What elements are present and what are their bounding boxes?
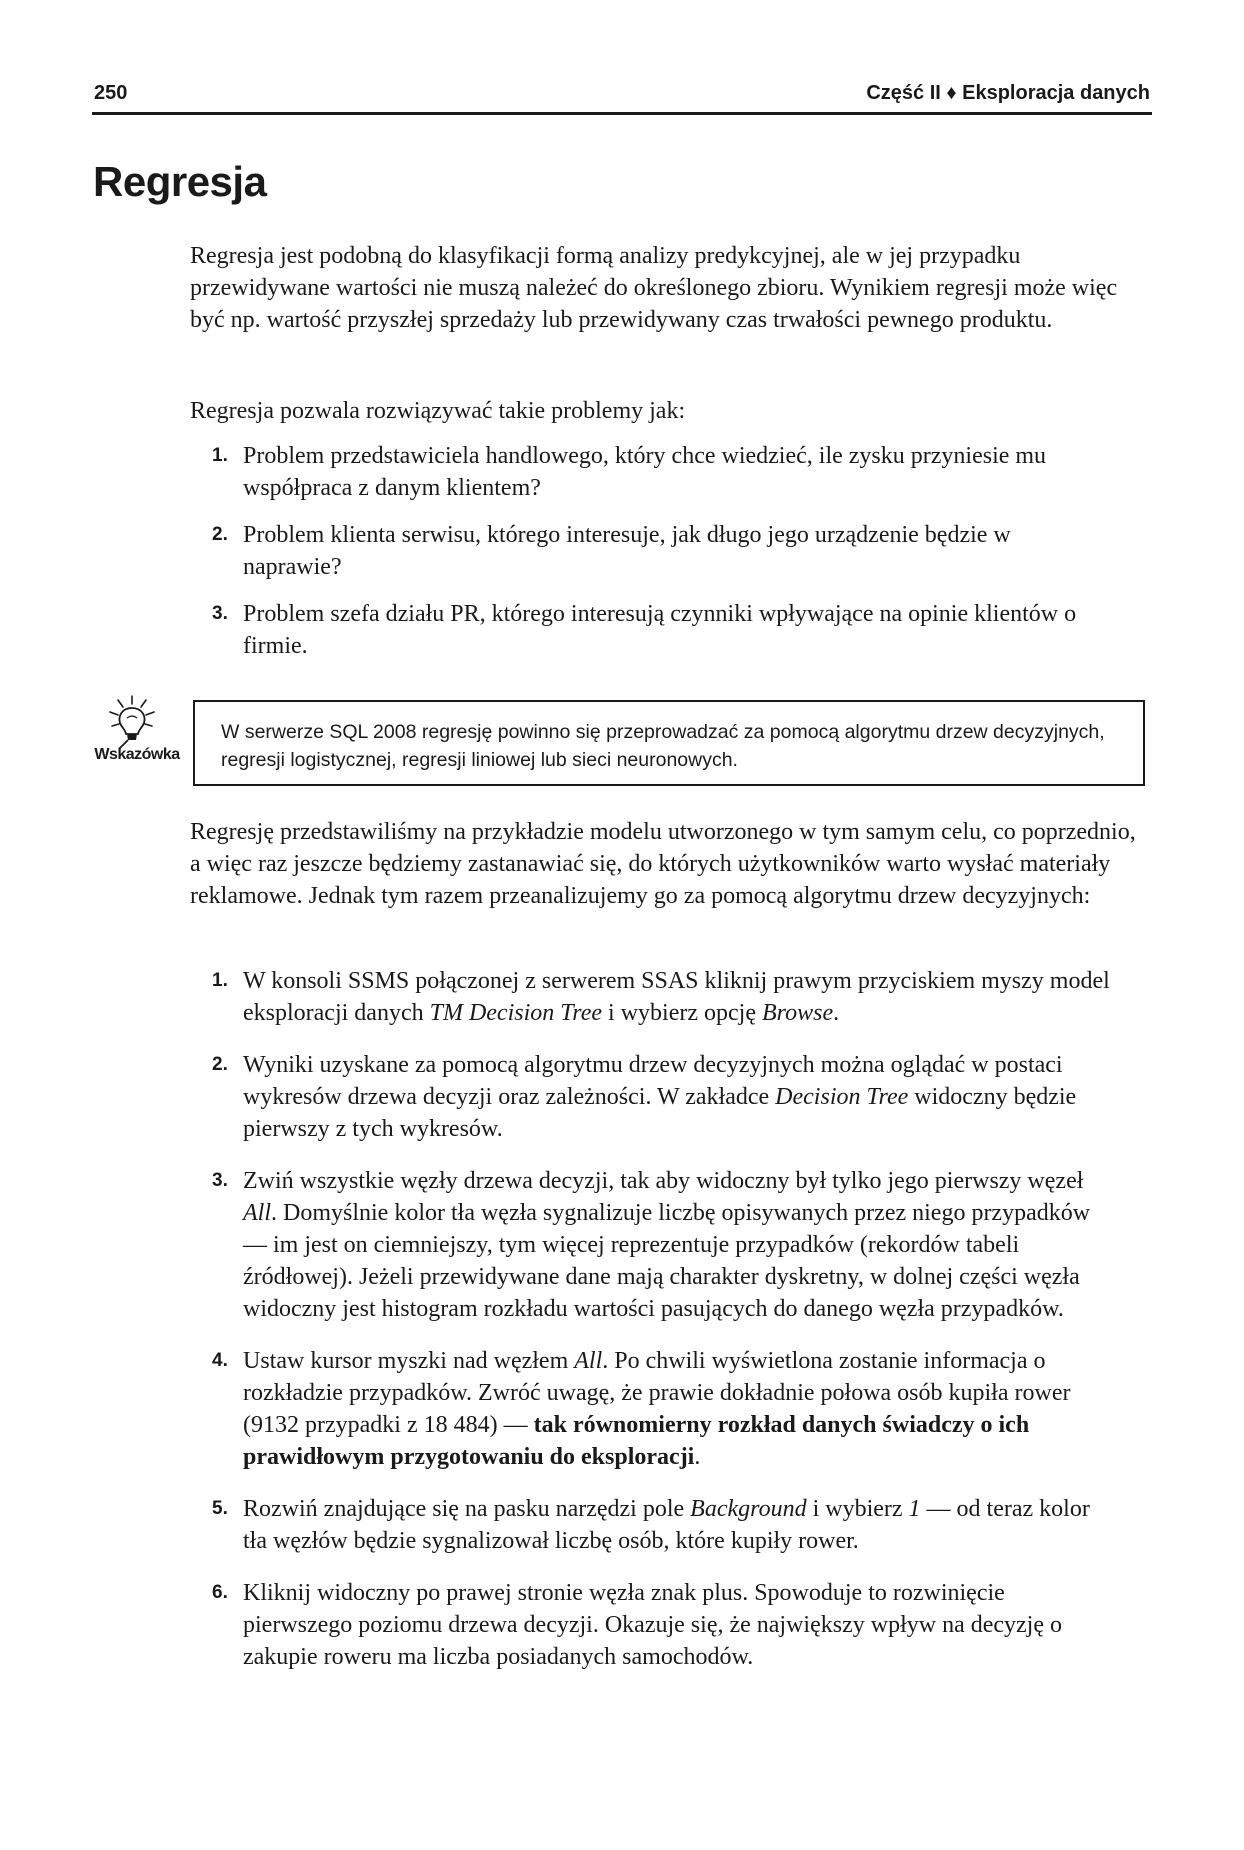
step-italic-term: Decision Tree [775, 1084, 909, 1110]
step-text: W konsoli SSMS połączonej z serwerem SSAS kliknij prawym przyciskiem myszy model eksploracji danych [243, 968, 1110, 1026]
tip-text: W serwerze SQL 2008 regresję powinno się przeprowadzać za pomocą algorytmu drzew decyzyjnych, regresji logistycznej, regresji liniowej lub sieci neuronowych. [221, 721, 1105, 771]
step-italic-term: All [574, 1348, 603, 1374]
step-text: . Po chwili wyświetlona zostanie informacja o rozkładzie przypadków. Zwróć uwagę, że prawie dokładnie połowa osób kupiła rower (9132 przypadki z 18 484) — [243, 1348, 1071, 1438]
tip-label: Wskazówka [94, 746, 180, 763]
step-text: — od teraz kolor tła węzłów będzie sygnalizował liczbę osób, które kupiły rower. [243, 1496, 1090, 1554]
step-italic-term: 1 [908, 1496, 921, 1522]
list-item [190, 1577, 1110, 1673]
intro-paragraph: Regresja jest podobną do klasyfikacji formą analizy predykcyjnej, ale w jej przypadku przewidywane wartości nie muszą należeć do określonego zbioru. Wynikiem regresji może więc być np. wartość przyszłej sprzedaży lub przewidywany czas trwałości pewnego produktu. [190, 243, 1118, 333]
list-item [190, 1493, 1110, 1557]
list-item-number: 3. [212, 1170, 228, 1191]
list-item [190, 1345, 1110, 1473]
list-item [190, 1165, 1110, 1325]
step-text: Kliknij widoczny po prawej stronie węzła znak plus. Spowoduje to rozwinięcie pierwszego poziomu drzewa decyzji. Okazuje się, że największy wpływ na decyzję o zakupie roweru ma liczba posiadanych samochodów. [243, 1580, 1062, 1670]
step-text: Wyniki uzyskane za pomocą algorytmu drzew decyzyjnych można oglądać w postaci wykresów drzewa decyzji oraz zależności. W zakładce [243, 1052, 1063, 1110]
step-text: i wybierz [806, 1496, 909, 1522]
list-item-number: 6. [212, 1582, 228, 1603]
step-text: widoczny będzie pierwszy z tych wykresów. [243, 1084, 1077, 1142]
list-item-number: 2. [212, 524, 228, 545]
page-header [92, 78, 1152, 115]
list-item-text: Problem szefa działu PR, którego interesują czynniki wpływające na opinie klientów o firmie. [243, 601, 1077, 659]
step-text: Zwiń wszystkie węzły drzewa decyzji, tak aby widoczny był tylko jego pierwszy węzeł [243, 1168, 1084, 1194]
list-item [190, 440, 1110, 504]
list-item-number: 4. [212, 1350, 228, 1371]
list-item-number: 2. [212, 1054, 228, 1075]
step-italic-term: Background [690, 1496, 807, 1522]
step-italic-term: All [243, 1200, 271, 1226]
running-title: Część II ♦ Eksploracja danych [866, 82, 1150, 104]
step-text: i wybierz opcję [602, 1000, 762, 1026]
problems-lead-paragraph: Regresja pozwala rozwiązywać takie problemy jak: [190, 398, 686, 424]
steps-list [190, 965, 1110, 1693]
list-item-text: Problem klienta serwisu, którego interesuje, jak długo jego urządzenie będzie w naprawie? [243, 522, 1011, 580]
step-italic-term: TM Decision Tree [429, 1000, 603, 1026]
step-text: . [833, 1000, 840, 1026]
list-item-text: Problem przedstawiciela handlowego, który chce wiedzieć, ile zysku przyniesie mu współpraca z danym klientem? [243, 443, 1047, 501]
problems-list [190, 440, 1110, 677]
step-text: Ustaw kursor myszki nad węzłem [243, 1348, 575, 1374]
step-text: . Domyślnie kolor tła węzła sygnalizuje liczbę opisywanych przez niego przypadków — im jest on ciemniejszy, tym więcej reprezentuje przypadków (rekordów tabeli źródłowej). Jeżeli przewidywane dane mają charakter dyskretny, w dolnej części węzła widoczny jest histogram rozkładu wartości pasujących do danego węzła przypadków. [243, 1200, 1091, 1322]
list-item [190, 965, 1110, 1029]
list-item-number: 3. [212, 603, 228, 624]
list-item-number: 1. [212, 445, 228, 466]
page-number: 250 [94, 82, 128, 104]
step-text: . [694, 1444, 701, 1470]
list-item [190, 1049, 1110, 1145]
list-item-number: 5. [212, 1498, 228, 1519]
step-bold-emphasis: tak równomierny rozkład danych świadczy o ich prawidłowym przygotowaniu do eksploracji [243, 1412, 1030, 1470]
step-text: Rozwiń znajdujące się na pasku narzędzi pole [243, 1496, 691, 1522]
list-item [190, 519, 1110, 583]
step-italic-term: Browse [761, 1000, 834, 1026]
section-title: Regresja [93, 158, 267, 205]
list-item [190, 598, 1110, 662]
tip-box [193, 700, 1145, 786]
regression-example-paragraph: Regresję przedstawiliśmy na przykładzie modelu utworzonego w tym samym celu, co poprzednio, a więc raz jeszcze będziemy zastanawiać się, do których użytkowników warto wysłać materiały reklamowe. Jednak tym razem przeanalizujemy go za pomocą algorytmu drzew decyzyjnych: [190, 819, 1136, 909]
list-item-number: 1. [212, 970, 228, 991]
